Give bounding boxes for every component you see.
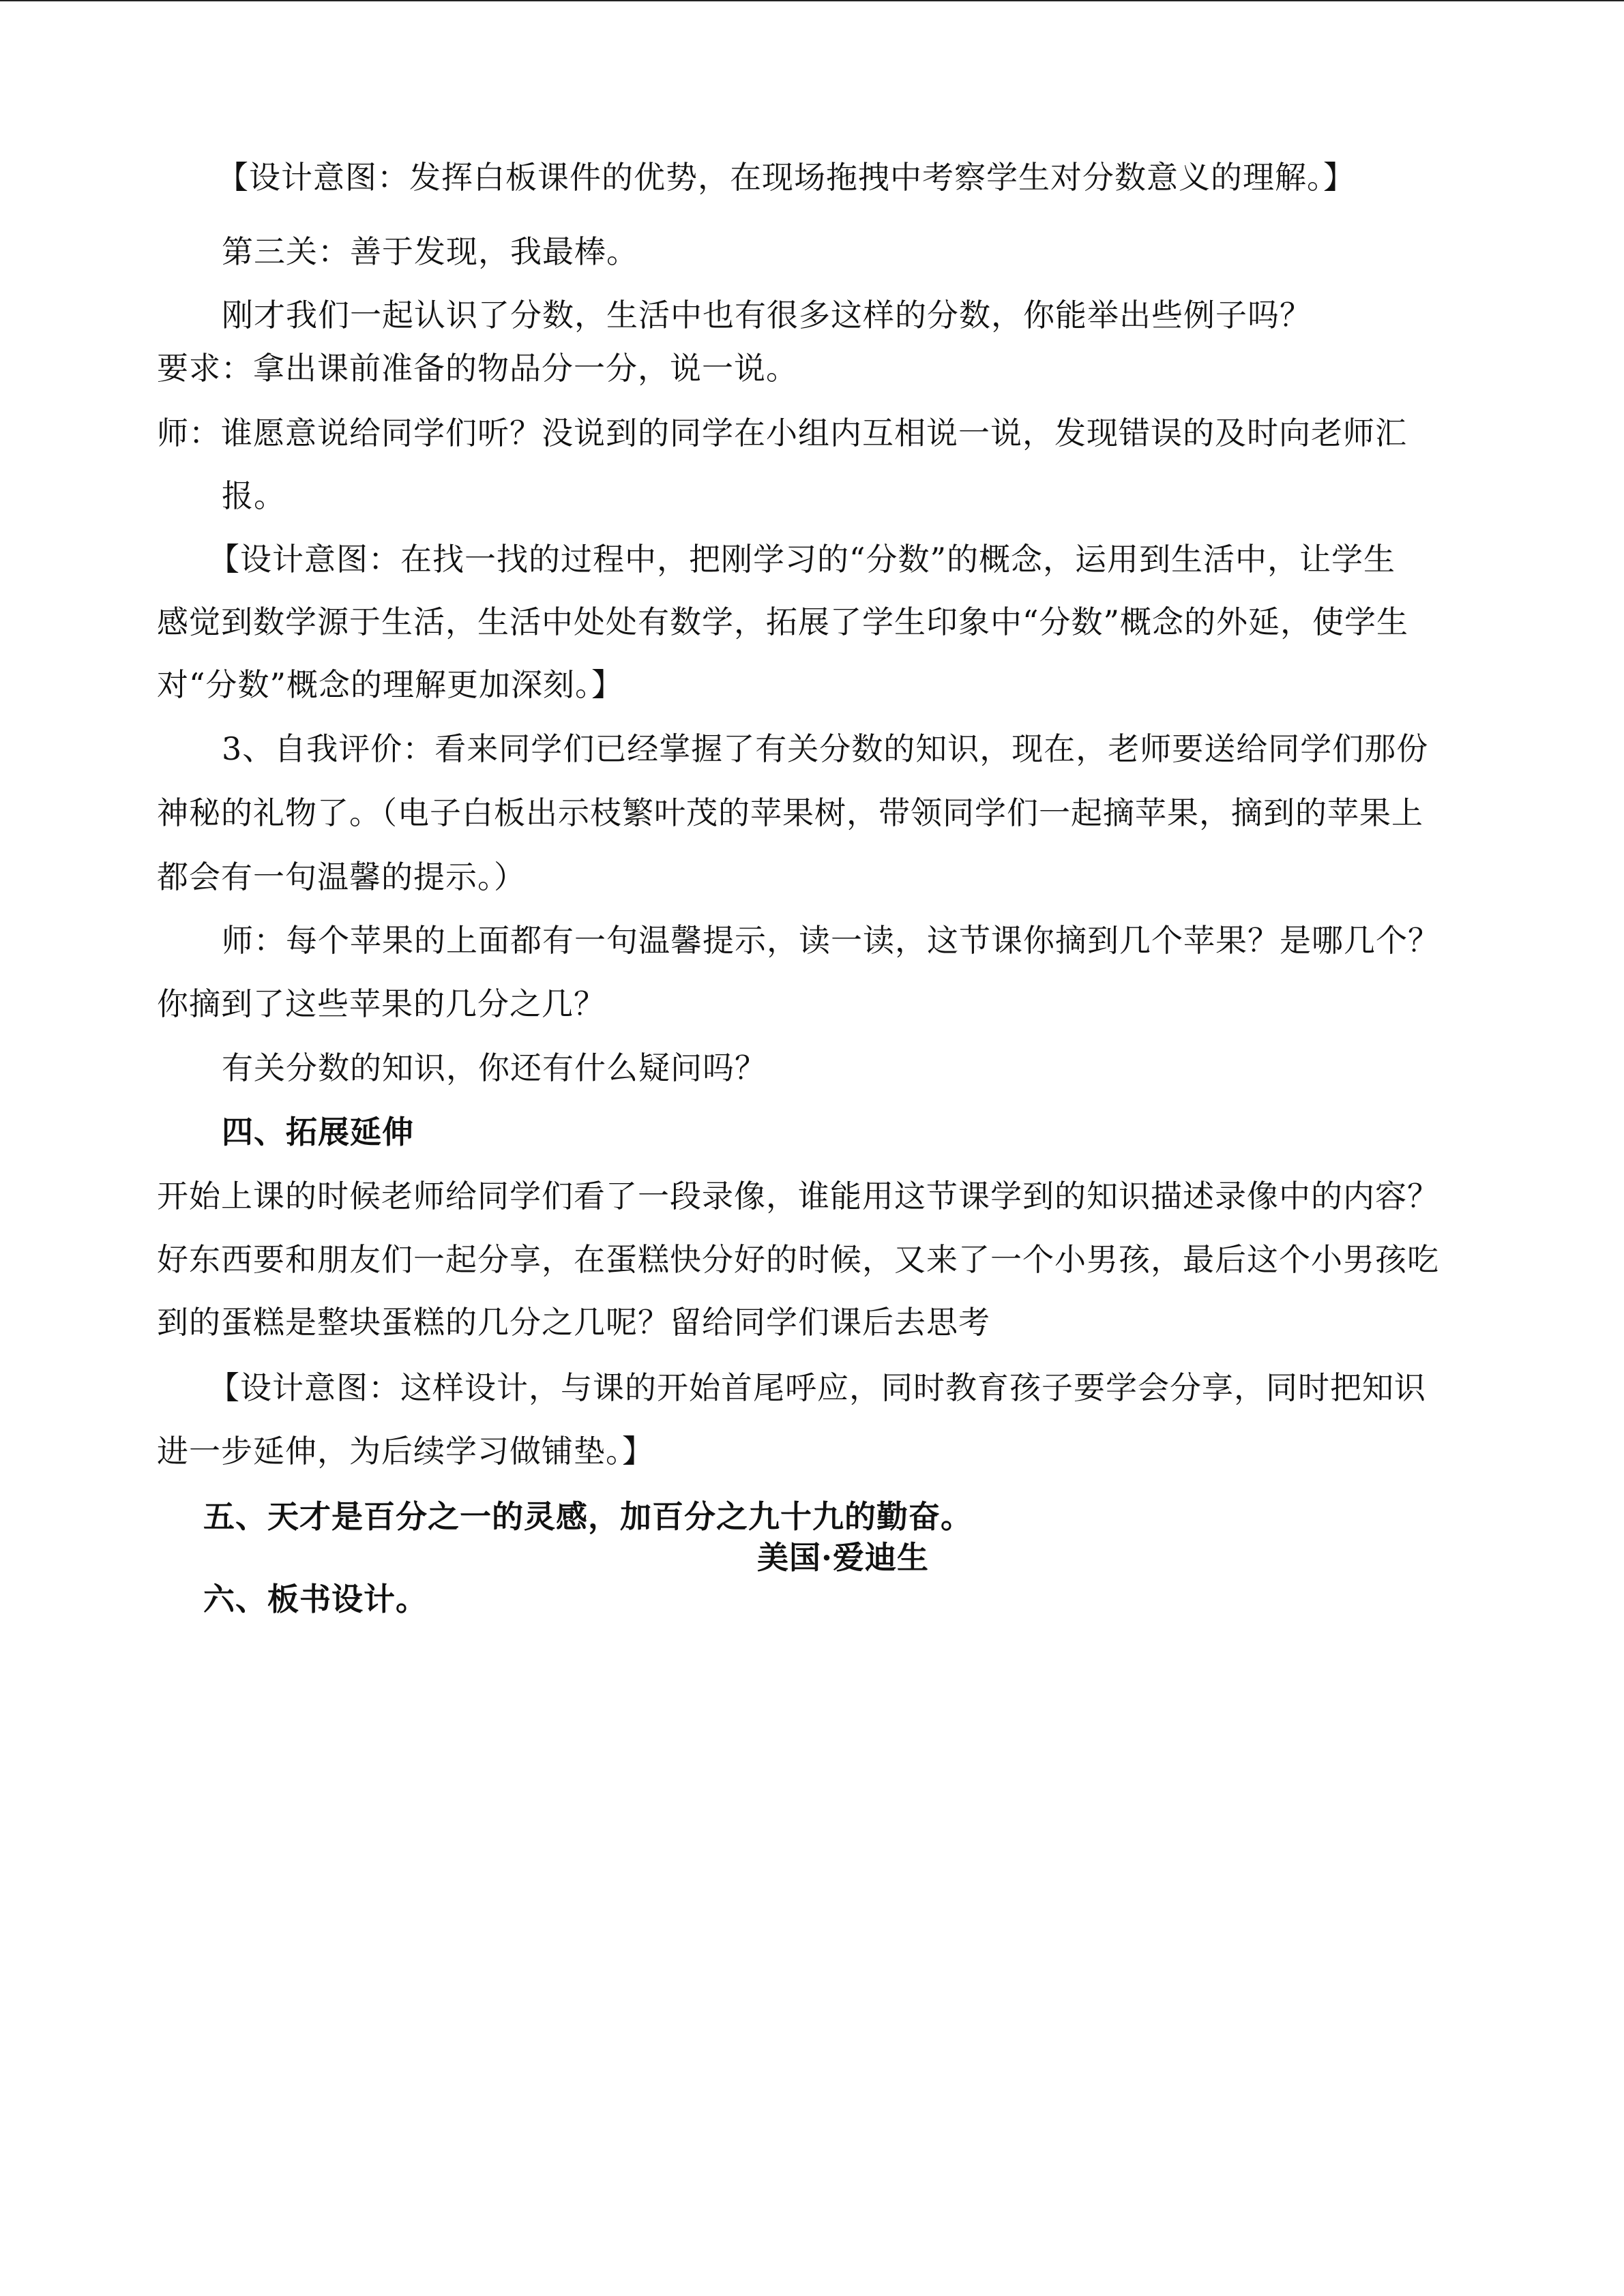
paragraph-line: 进一步延伸，为后续学习做铺垫。】 xyxy=(157,1433,654,1470)
self-evaluation-line: 3、自我评价：看来同学们已经掌握了有关分数的知识，现在，老师要送给同学们那份 xyxy=(222,730,1429,767)
section-heading-board-design: 六、板书设计。 xyxy=(203,1581,428,1617)
paragraph-line: 好东西要和朋友们一起分享，在蛋糕快分好的时候，又来了一个小男孩，最后这个小男孩吃 xyxy=(157,1241,1439,1278)
section-heading-quote: 五、天才是百分之一的灵感，加百分之九十九的勤奋。 xyxy=(203,1498,973,1535)
paragraph-line: 感觉到数学源于生活，生活中处处有数学，拓展了学生印象中“分数”概念的外延，使学生 xyxy=(157,603,1409,640)
section-heading-extension: 四、拓展延伸 xyxy=(222,1114,414,1150)
paragraph-line: 你摘到了这些苹果的几分之几？ xyxy=(157,985,606,1022)
paragraph-line: 报。 xyxy=(222,477,286,514)
paragraph-line: 到的蛋糕是整块蛋糕的几分之几呢？留给同学们课后去思考 xyxy=(157,1304,990,1341)
paragraph-line: 有关分数的知识，你还有什么疑问吗？ xyxy=(222,1049,767,1086)
requirement-line: 要求：拿出课前准备的物品分一分，说一说。 xyxy=(157,350,798,387)
paragraph-line: 师：每个苹果的上面都有一句温馨提示，读一读，这节课你摘到几个苹果？是哪几个？ xyxy=(222,922,1440,959)
quote-attribution: 美国·爱迪生 xyxy=(757,1539,930,1576)
paragraph-line: 对“分数”概念的理解更加深刻。】 xyxy=(157,666,624,703)
paragraph-line: 开始上课的时候老师给同学们看了一段录像，谁能用这节课学到的知识描述录像中的内容？ xyxy=(157,1178,1439,1214)
paragraph-line: 都会有一句温馨的提示。） xyxy=(157,859,526,895)
design-intent-echo: 【设计意图：这样设计，与课的开始首尾呼应，同时教育孩子要学会分享，同时把知识 xyxy=(208,1369,1426,1406)
paragraph-line: 师：谁愿意说给同学们听？没说到的同学在小组内互相说一说，发现错误的及时向老师汇 xyxy=(157,415,1407,451)
paragraph-line: 刚才我们一起认识了分数，生活中也有很多这样的分数，你能举出些例子吗？ xyxy=(222,297,1312,333)
paragraph-line: 神秘的礼物了。（电子白板出示枝繁叶茂的苹果树，带领同学们一起摘苹果，摘到的苹果上 xyxy=(157,794,1423,831)
design-intent-whiteboard: 【设计意图：发挥白板课件的优势，在现场拖拽中考察学生对分数意义的理解。】 xyxy=(217,159,1355,196)
design-intent-find: 【设计意图：在找一找的过程中，把刚学习的“分数”的概念，运用到生活中，让学生 xyxy=(208,541,1396,578)
level-three-heading: 第三关：善于发现，我最棒。 xyxy=(222,233,638,270)
